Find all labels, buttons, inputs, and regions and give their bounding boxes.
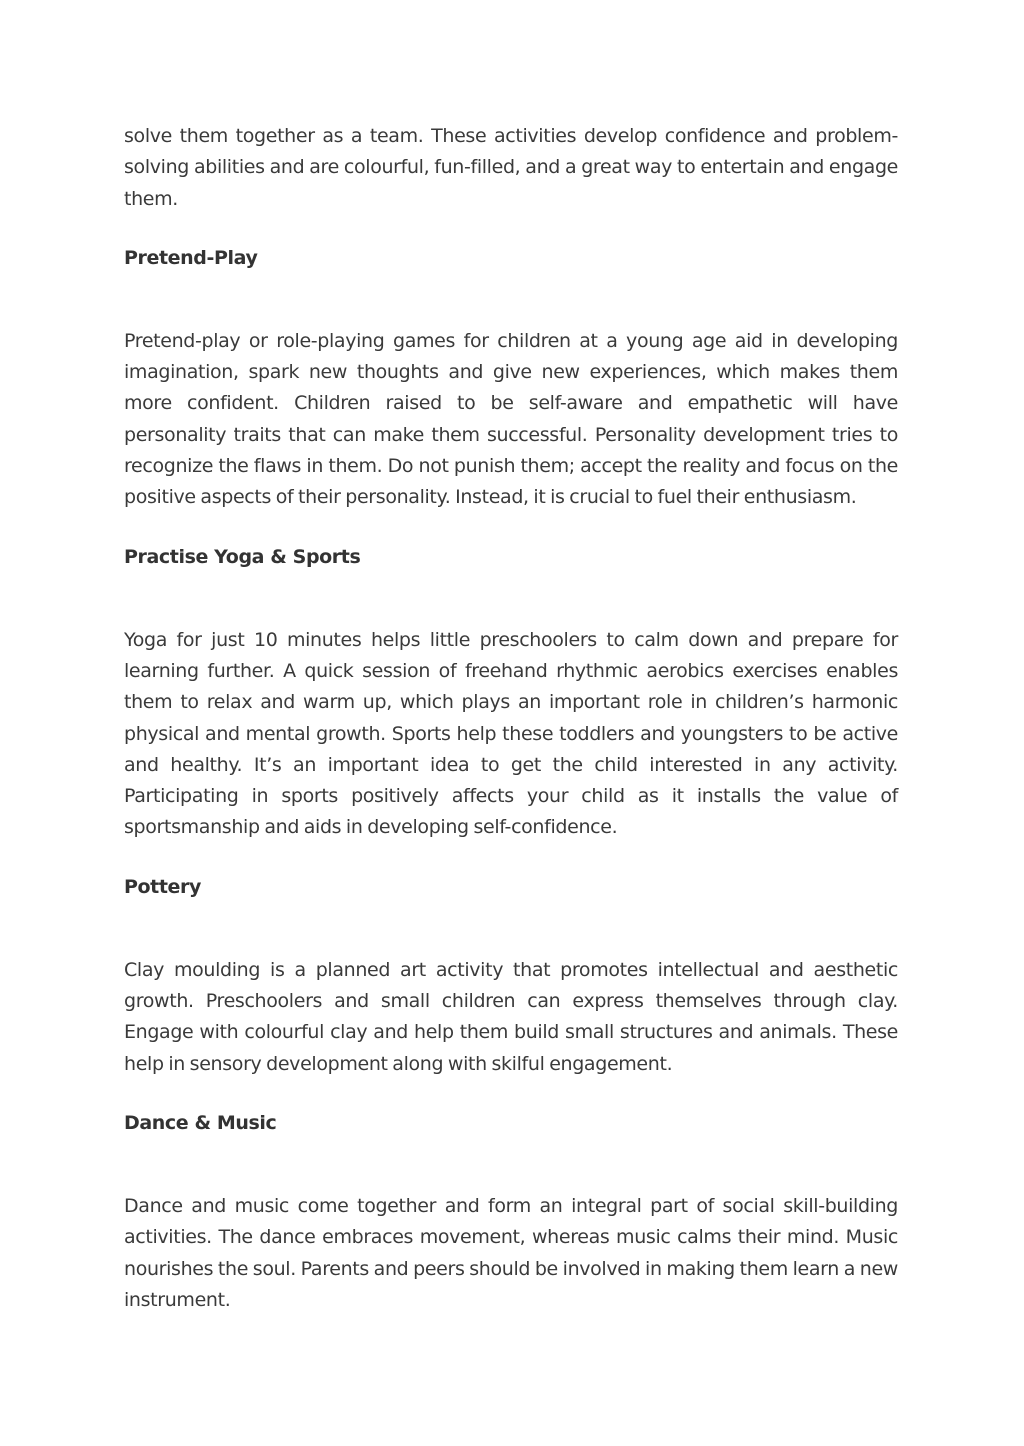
- section-body-pretend-play: Pretend-play or role-playing games for children at a young age aid in developing imagination, spark new thoughts and give new experiences, which makes them more confident. Children raised to be self-aware and empathetic will have personality traits that can make them successful. Personality development tries to recognize the flaws in them. Do not punish them; accept the reality and focus on the positive aspects of their personality. Instead, it is crucial to fuel their enthusiasm.: [124, 329, 898, 509]
- spacer: [124, 844, 898, 872]
- section-body-pottery: Clay moulding is a planned art activity that promotes intellectual and aesthetic growth. Preschoolers and small children can express themselves through clay. Engage with colourful clay and help them build small structures and animals. These help in sensory development along with skilful engagement.: [124, 958, 898, 1075]
- section-body-yoga-sports: Yoga for just 10 minutes helps little preschoolers to calm down and prepare for learning further. A quick session of freehand rhythmic aerobics exercises enables them to relax and warm up, which plays an important role in children’s harmonic physical and mental growth. Sports help these toddlers and youngsters to be active and healthy. It’s an important idea to get the child interested in any activity. Participating in sports positively affects your child as it installs the value of sportsmanship and aids in developing self-confidence.: [124, 628, 898, 839]
- section-heading-pretend-play: Pretend-Play: [124, 246, 258, 269]
- section-heading-pottery: Pottery: [124, 875, 201, 898]
- spacer: [124, 215, 898, 243]
- section-heading-yoga-sports: Practise Yoga & Sports: [124, 545, 361, 568]
- intro-paragraph: solve them together as a team. These activities develop confidence and problem-solving abilities and are colourful, fun-filled, and a great way to entertain and engage them.: [124, 125, 898, 210]
- section-body-dance-music: Dance and music come together and form an integral part of social skill-building activities. The dance embraces movement, whereas music calms their mind. Music nourishes the soul. Parents and peers should be involved in making them learn a new instrument.: [124, 1194, 898, 1311]
- spacer: [124, 1139, 898, 1191]
- spacer: [124, 274, 898, 326]
- section-heading-dance-music: Dance & Music: [124, 1111, 277, 1134]
- spacer: [124, 514, 898, 542]
- document-page: [124, 121, 898, 1316]
- spacer: [124, 1080, 898, 1108]
- spacer: [124, 573, 898, 625]
- spacer: [124, 903, 898, 955]
